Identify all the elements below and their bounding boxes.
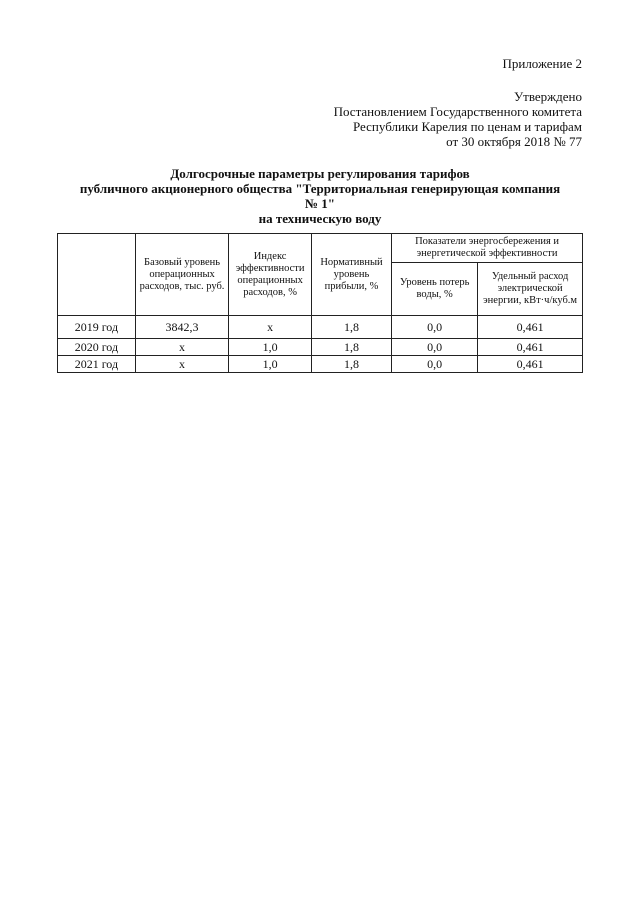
profit-cell: 1,8 bbox=[311, 356, 391, 373]
efficiency-index-header: Индекс эффективности операционных расходов, % bbox=[229, 234, 312, 316]
year-cell: 2020 год bbox=[58, 339, 136, 356]
consumption-cell: 0,461 bbox=[478, 339, 583, 356]
consumption-cell: 0,461 bbox=[478, 356, 583, 373]
approval-block bbox=[334, 89, 582, 149]
losses-cell: 0,0 bbox=[392, 356, 478, 373]
specific-consumption-header: Удельный расход электрической энергии, кВт·ч/куб.м bbox=[478, 263, 583, 316]
year-cell: 2021 год bbox=[58, 356, 136, 373]
base-cell: 3842,3 bbox=[135, 316, 229, 339]
table-header-row bbox=[58, 234, 583, 263]
table-row bbox=[58, 356, 583, 373]
base-level-header: Базовый уровень операционных расходов, тыс. руб. bbox=[135, 234, 229, 316]
normative-profit-header: Нормативный уровень прибыли, % bbox=[311, 234, 391, 316]
profit-cell: 1,8 bbox=[311, 339, 391, 356]
title-line: № 1" bbox=[304, 196, 336, 211]
index-cell: 1,0 bbox=[229, 356, 312, 373]
index-cell: х bbox=[229, 316, 312, 339]
base-cell: х bbox=[135, 339, 229, 356]
losses-cell: 0,0 bbox=[392, 316, 478, 339]
title-line: на техническую воду bbox=[258, 211, 382, 226]
losses-cell: 0,0 bbox=[392, 339, 478, 356]
table-row bbox=[58, 316, 583, 339]
appendix-label: Приложение 2 bbox=[502, 56, 582, 71]
document-title bbox=[60, 166, 580, 226]
approval-line: Утверждено bbox=[513, 89, 582, 104]
water-losses-header: Уровень потерь воды, % bbox=[392, 263, 478, 316]
title-line: Долгосрочные параметры регулирования тарифов bbox=[170, 166, 470, 181]
approval-line: от 30 октября 2018 № 77 bbox=[446, 134, 582, 149]
year-cell: 2019 год bbox=[58, 316, 136, 339]
profit-cell: 1,8 bbox=[311, 316, 391, 339]
base-cell: х bbox=[135, 356, 229, 373]
title-line: публичного акционерного общества "Территориальная генерирующая компания bbox=[79, 181, 561, 196]
parameters-table bbox=[57, 233, 583, 373]
year-header bbox=[58, 234, 136, 316]
energy-group-header: Показатели энергосбережения и энергетической эффективности bbox=[392, 234, 583, 263]
index-cell: 1,0 bbox=[229, 339, 312, 356]
approval-line: Постановлением Государственного комитета bbox=[333, 104, 582, 119]
approval-line: Республики Карелия по ценам и тарифам bbox=[352, 119, 582, 134]
consumption-cell: 0,461 bbox=[478, 316, 583, 339]
table-row bbox=[58, 339, 583, 356]
